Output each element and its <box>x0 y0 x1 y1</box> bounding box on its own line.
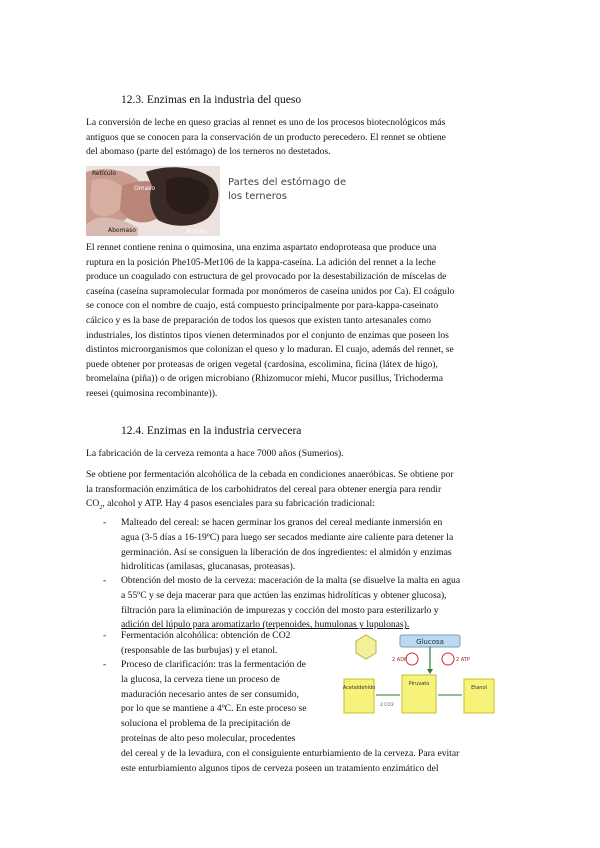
caption-line: los terneros <box>228 191 288 202</box>
diagram-label: 2 ATP <box>456 657 470 663</box>
text-line <box>86 497 516 516</box>
bullet-malting <box>121 516 521 575</box>
text-line: a 55ºC y se deja macerar para que actúen las enzimas hidrolíticas y obtener glucosa), <box>121 589 447 601</box>
text-line: Se obtiene por fermentación alcohólica de la cebada en condiciones anaeróbicas. Se obtiene por <box>86 469 454 480</box>
diagram-label: Glucosa <box>416 638 444 646</box>
stomach-illustration <box>86 166 220 236</box>
diagram-label: Acetaldehído <box>342 685 376 691</box>
text-line: la glucosa, la cerveza tiene un proceso de <box>121 673 280 685</box>
bullet-clarification <box>121 658 343 747</box>
cheese-intro-paragraph <box>86 116 516 160</box>
text-line: Obtención del mosto de la cerveza: maceración de la malta (se disuelve la malta en agua <box>121 575 461 586</box>
text-line: industriales, los distintos tipos vienen determinados por el conjunto de enzimas que poseen los <box>86 329 449 341</box>
diagram-label: 2 ADP <box>392 657 408 663</box>
text-line: proteínas de alto peso molecular, procedentes <box>121 732 296 744</box>
text-line: La conversión de leche en queso gracias al rennet es uno de los procesos biotecnológicos más <box>86 117 446 128</box>
photo-label: Abomaso <box>108 227 136 234</box>
text-line: cálcico y es la base de preparación de todos los quesos que existen tanto artesanales como <box>86 314 431 326</box>
fermentation-pathway-svg <box>342 631 498 717</box>
text-line: bromelaína (piña)) o de origen microbiano (Rhizomucor miehi, Mucor pusillus, Trichoderma <box>86 373 444 385</box>
diagram-label: 2 CO2 <box>380 703 394 708</box>
text-line: del cereal y de la levadura, con el consiguiente enturbiamiento de la cerveza. Para evitar <box>121 748 460 759</box>
fermentation-diagram <box>342 631 498 717</box>
text-line: se conoce con el nombre de cuajo, está compuesto principalmente por para-kappa-caseinato <box>86 300 439 312</box>
text-line: reesei (quimosina recombinante)). <box>86 387 218 399</box>
text-line: maduración necesario antes de ser consumido, <box>121 688 299 700</box>
diagram-label: Etanol <box>471 685 487 691</box>
caption-line: Partes del estómago de <box>228 177 347 188</box>
text-line: hidrolíticas (amilasas, glucanasas, proteasas). <box>121 561 296 573</box>
text-line: Fermentación alcohólica: obtención de CO2 <box>121 630 291 641</box>
cheese-body-paragraph <box>86 241 516 402</box>
text-line: por lo que se mantiene a 4ºC. En este proceso se <box>121 703 307 715</box>
photo-label: Rumen <box>186 228 208 235</box>
diagram-label: Piruvato <box>408 681 430 687</box>
text-line: del abomaso (parte del estómago) de los terneros no destetados. <box>86 146 331 158</box>
text-line: ruptura en la posición Phe105-Met106 de la kappa-caseína. La adición del rennet a la leche <box>86 256 436 268</box>
beer-intro-paragraph <box>86 468 516 516</box>
text-line: este enturbiamiento algunos tipos de cerveza poseen un tratamiento enzimático del <box>121 762 439 774</box>
bullet-dash: - <box>103 630 107 641</box>
beer-history-line: La fabricación de la cerveza remonta a hace 7000 años (Sumerios). <box>86 448 344 459</box>
bullet-fermentation <box>121 629 336 659</box>
clarification-continuation <box>121 747 521 777</box>
text-line: distintos microorganismos que colonizan el queso y lo maduran. El cuajo, además del rennet, se <box>86 344 454 356</box>
text-line: filtración para la eliminación de impurezas y cocción del mosto para esterilizarlo y <box>121 604 439 616</box>
bullet-dash: - <box>103 575 107 586</box>
section-heading-beer: 12.4. Enzimas en la industria cervecera <box>121 425 302 437</box>
text-line: Malteado del cereal: se hacen germinar los granos del cereal mediante inmersión en <box>121 517 443 528</box>
text-line: caseína (caseína supramolecular formada por monómeros de caseína unidos por Ca). El coágulo <box>86 285 455 297</box>
text-line: germinación. Así se consiguen la liberación de dos ingredientes: el almidón y enzimas <box>121 546 452 558</box>
text-line: antiguos que se conocen para la conservación de un producto perecedero. El rennet se obtiene <box>86 131 446 143</box>
photo-label: Omaso <box>134 185 156 192</box>
text-line: puede obtener por proteasas de origen vegetal (cardosina, escolimina, ficina (látex de higo), <box>86 358 438 370</box>
text-line: soluciona el problema de la precipitación de <box>121 718 291 730</box>
section-heading-cheese: 12.3. Enzimas en la industria del queso <box>121 94 302 106</box>
text-line: agua (3-5 días a 16-19ºC) para luego ser secados mediante aire caliente para detener la <box>121 531 454 543</box>
calf-stomach-photo <box>86 166 220 236</box>
text-line: la transformación enzimática de los carbohidratos del cereal para obtener energía para rendir <box>86 483 442 495</box>
co2-text: CO <box>86 498 100 510</box>
photo-label: Retículo <box>92 170 117 177</box>
text-line: produce un coagulado con estructura de gel provocado por la desestabilización de míscelas de <box>86 271 447 283</box>
figure-caption <box>228 176 358 204</box>
text-line: El rennet contiene renina o quimosina, una enzima aspartato endoproteasa que produce una <box>86 242 437 253</box>
text-line: (responsable de las burbujas) y el etanol. <box>121 644 278 656</box>
text-line: adición del lúpulo para aromatizarlo (terpenoides, humulonas y lupulonas). <box>121 619 410 631</box>
co2-subscript: 2 <box>99 505 103 512</box>
bullet-dash: - <box>103 517 107 528</box>
bullet-mashing <box>121 574 521 633</box>
text-fragment: , alcohol y ATP. Hay 4 pasos esenciales para su fabricación tradicional: <box>102 498 375 510</box>
text-line: Proceso de clarificación: tras la fermentación de <box>121 659 306 670</box>
bullet-dash: - <box>103 659 107 670</box>
